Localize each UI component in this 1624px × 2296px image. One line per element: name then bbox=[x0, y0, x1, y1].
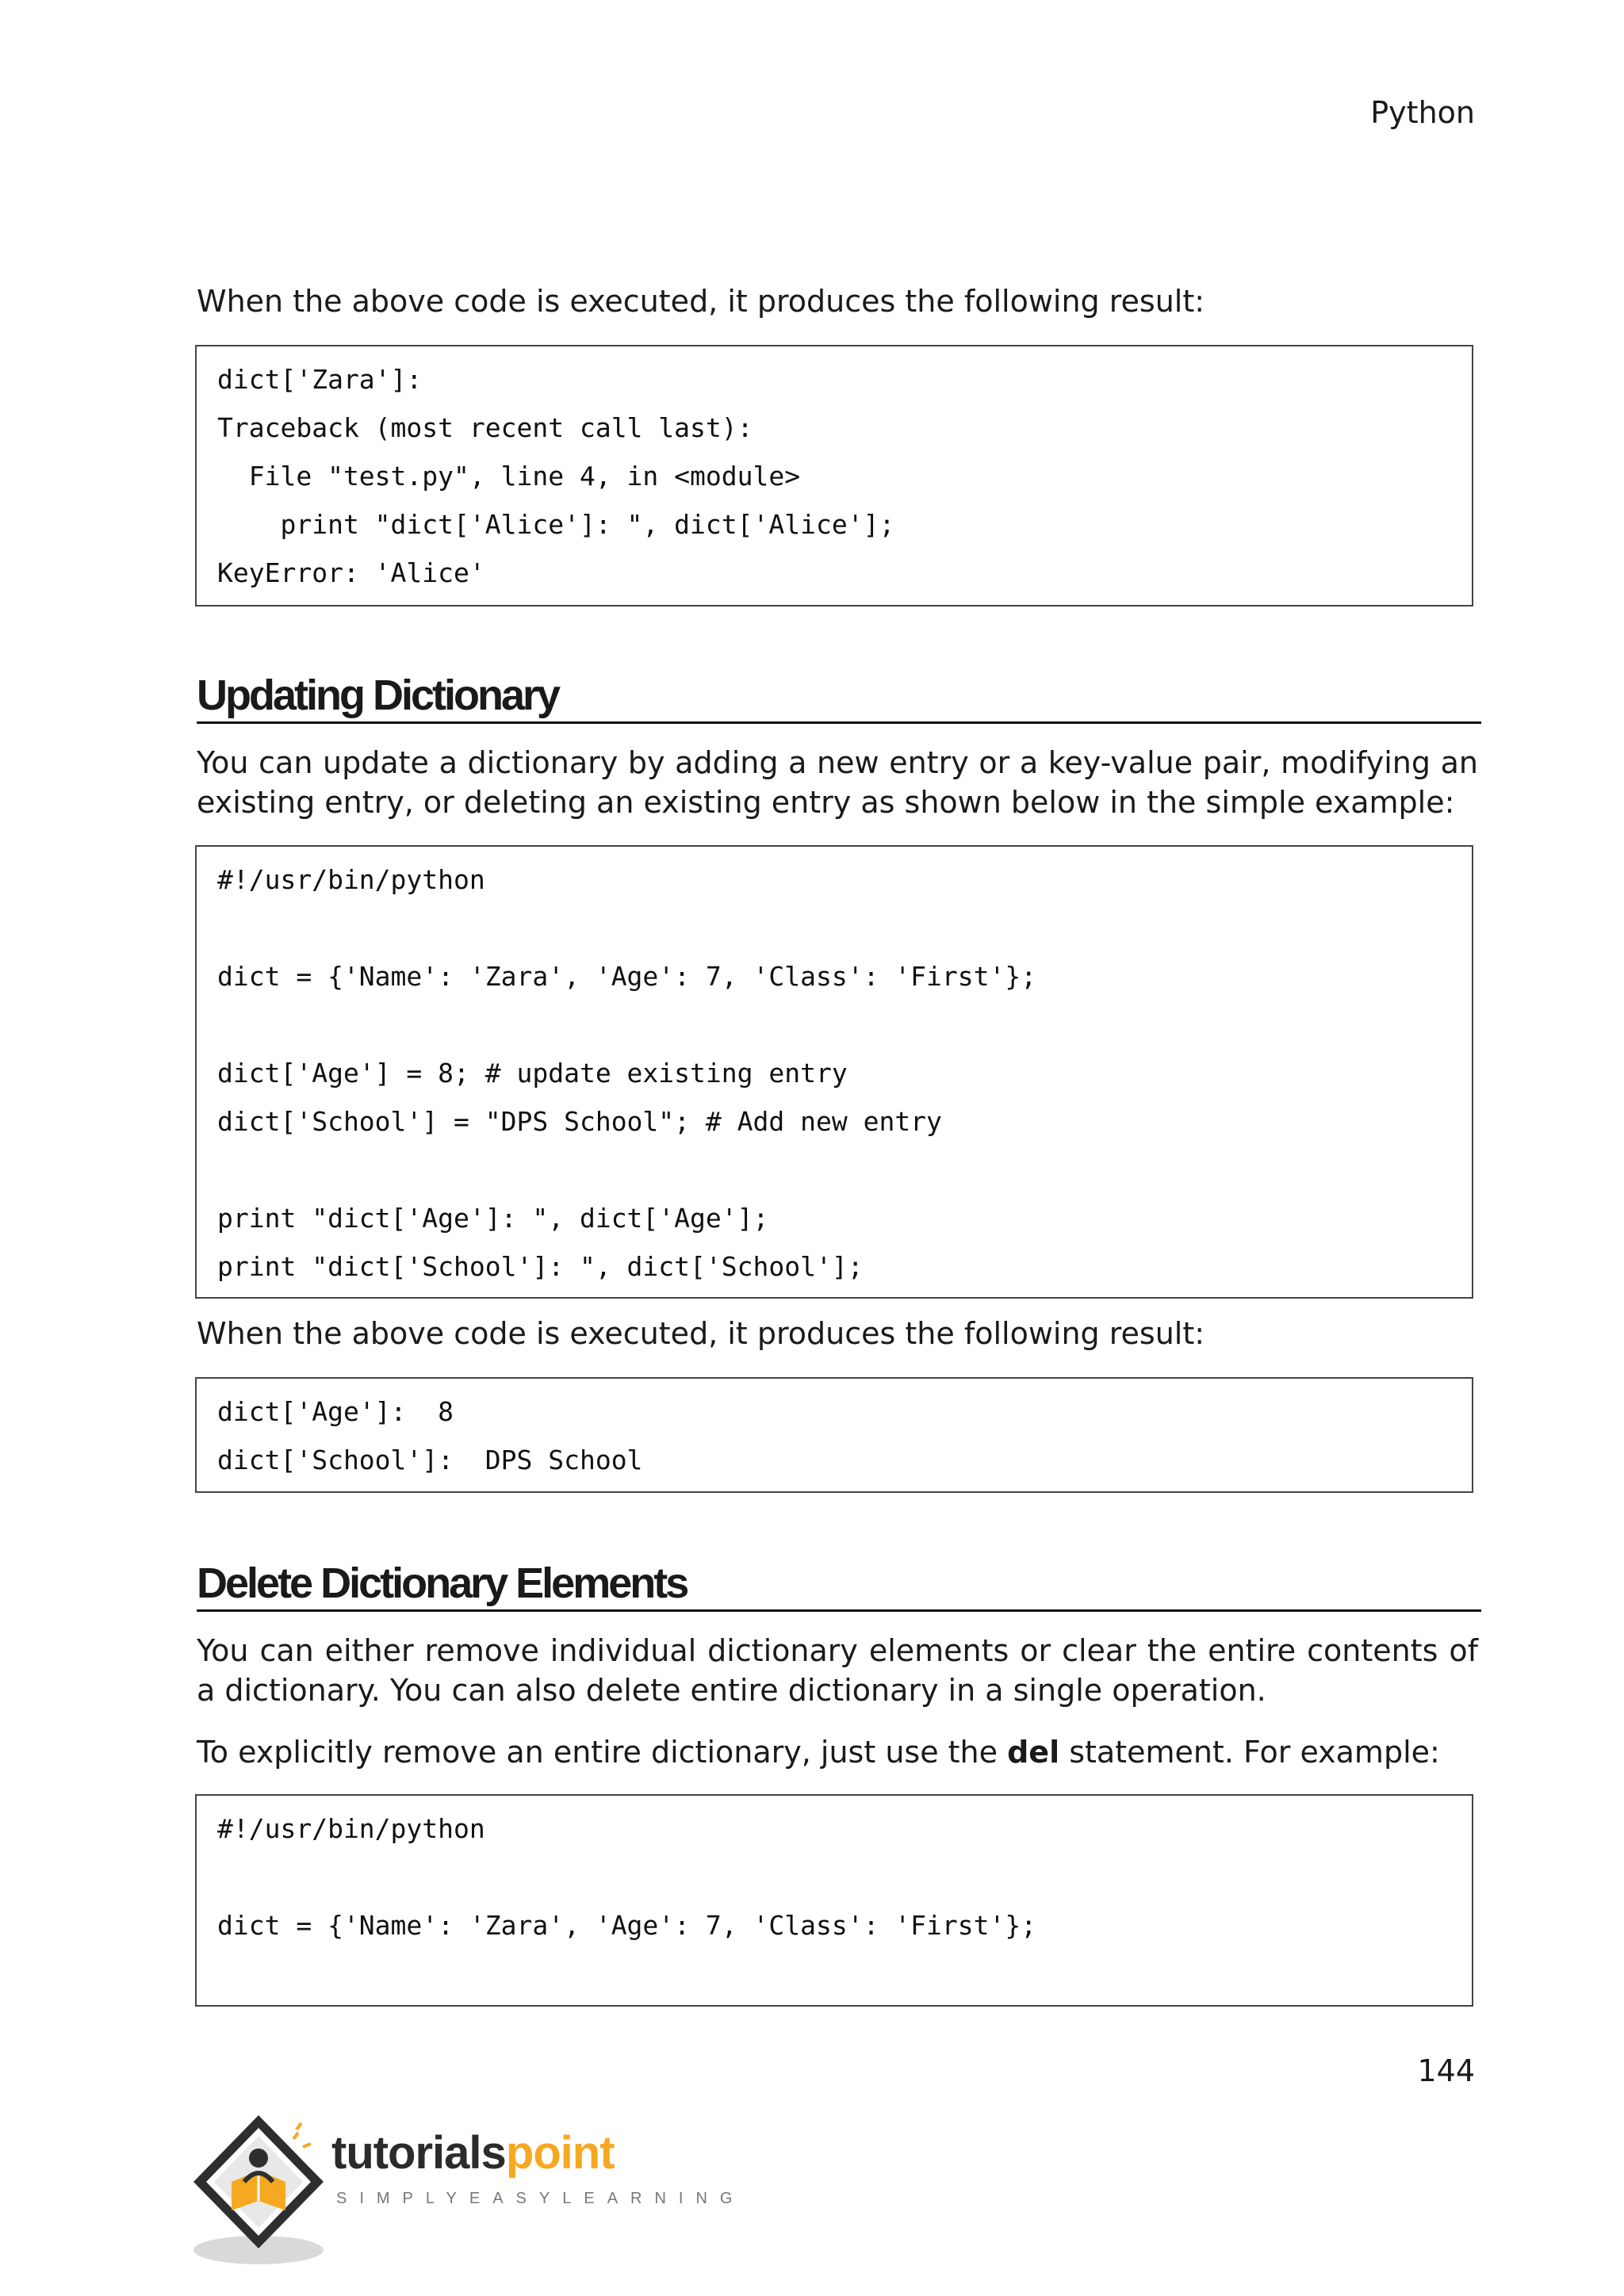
code-line: Traceback (most recent call last): bbox=[217, 412, 753, 443]
updating-description: You can update a dictionary by adding a new entry or a key-value pair, modifying an existing entry, or deleting an existing entry as shown below in the simple example: bbox=[197, 745, 1478, 820]
code-line: dict['School'] = "DPS School"; # Add new entry bbox=[217, 1106, 942, 1137]
logo-wordmark bbox=[331, 2126, 615, 2179]
code-line: print "dict['Age']: ", dict['Age']; bbox=[217, 1203, 769, 1234]
code-line: print "dict['School']: ", dict['School']; bbox=[217, 1251, 864, 1282]
update-result-text: When the above code is executed, it produces the following result: bbox=[197, 1316, 1205, 1351]
page-header-title: Python bbox=[1370, 95, 1475, 130]
heading-delete-dictionary-elements: Delete Dictionary Elements bbox=[197, 1559, 1481, 1612]
code-block-delete-example bbox=[195, 1794, 1473, 2007]
code-line: dict['Zara']: bbox=[217, 364, 423, 395]
delete-description: You can either remove individual dictionary elements or clear the entire contents of a dictionary. You can also delete entire dictionary in a single operation. bbox=[197, 1633, 1478, 1708]
delete-text-after: statement. For example: bbox=[1059, 1735, 1440, 1770]
page-number: 144 bbox=[1417, 2053, 1475, 2088]
code-line: #!/usr/bin/python bbox=[217, 864, 485, 895]
code-line: dict['Age']: 8 bbox=[217, 1396, 454, 1427]
heading-updating-dictionary: Updating Dictionary bbox=[197, 671, 1481, 724]
code-block-keyerror-output bbox=[195, 345, 1473, 607]
logo-tagline: SIMPLYEASYLEARNING bbox=[336, 2190, 745, 2207]
logo-diamond-icon bbox=[192, 2109, 335, 2267]
del-keyword: del bbox=[1007, 1735, 1060, 1770]
tutorialspoint-logo bbox=[192, 2109, 745, 2267]
code-line: File "test.py", line 4, in <module> bbox=[217, 461, 801, 492]
code-line: dict = {'Name': 'Zara', 'Age': 7, 'Class': 'First'}; bbox=[217, 1910, 1037, 1941]
code-line: dict = {'Name': 'Zara', 'Age': 7, 'Class': 'First'}; bbox=[217, 961, 1037, 992]
code-line: dict['School']: DPS School bbox=[217, 1445, 643, 1475]
code-block-update-output bbox=[195, 1377, 1473, 1493]
code-block-update-example bbox=[195, 845, 1473, 1299]
intro-result-text: When the above code is executed, it produces the following result: bbox=[197, 284, 1205, 319]
code-line: dict['Age'] = 8; # update existing entry bbox=[217, 1058, 848, 1089]
code-line: print "dict['Alice']: ", dict['Alice']; bbox=[217, 509, 895, 540]
delete-del-statement-text bbox=[197, 1732, 1478, 1772]
delete-text-before: To explicitly remove an entire dictionary, just use the bbox=[197, 1735, 1008, 1770]
logo-word-point: point bbox=[505, 2127, 615, 2179]
code-line: #!/usr/bin/python bbox=[217, 1813, 485, 1844]
logo-word-tutorials: tutorials bbox=[331, 2127, 506, 2179]
code-line: KeyError: 'Alice' bbox=[217, 557, 485, 588]
